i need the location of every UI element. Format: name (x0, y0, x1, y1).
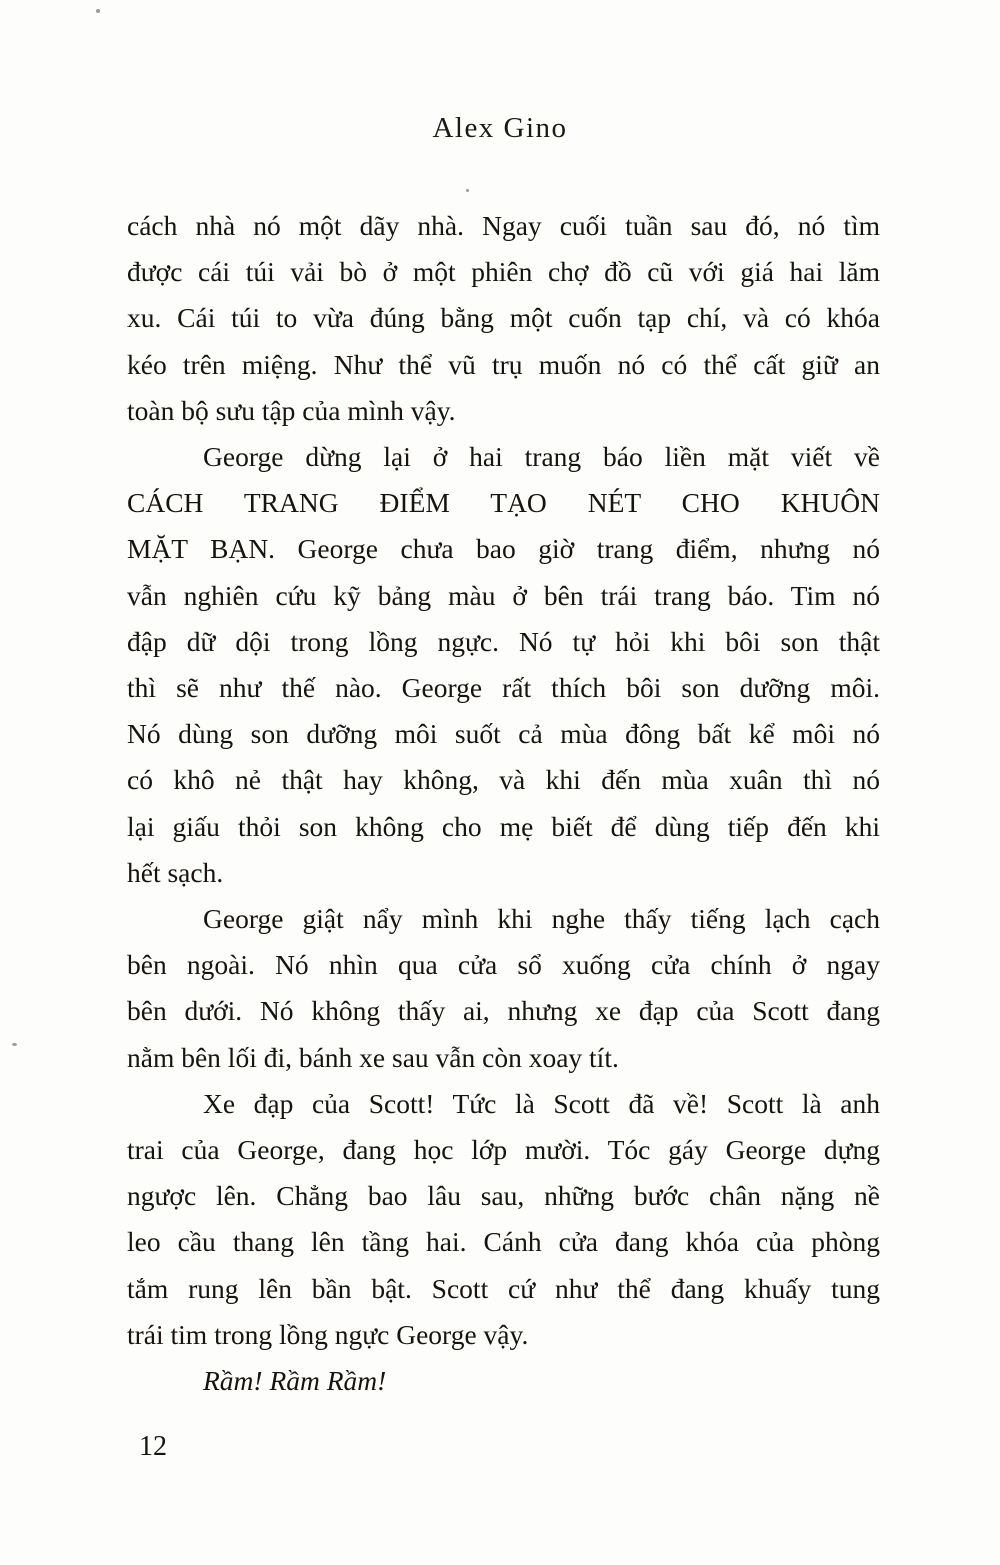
text-line: cách nhà nó một dãy nhà. Ngay cuối tuần sau đó, nó tìm (127, 210, 880, 241)
scan-speck (466, 189, 469, 192)
text-line: được cái túi vải bò ở một phiên chợ đồ cũ với giá hai lăm (127, 256, 880, 288)
paragraph (127, 896, 880, 1081)
text-line: có khô nẻ thật hay không, và khi đến mùa xuân thì nó (127, 764, 880, 796)
text-line: trai của George, đang học lớp mười. Tóc gáy George dựng (127, 1134, 880, 1166)
text-line: ngược lên. Chẳng bao lâu sau, những bước chân nặng nề (127, 1180, 880, 1212)
text-line: CÁCH TRANG ĐIỂM TẠO NÉT CHO KHUÔN (127, 487, 880, 519)
running-head-author: Alex Gino (432, 112, 568, 144)
body-text (127, 203, 880, 1404)
text-line: đập dữ dội trong lồng ngực. Nó tự hỏi khi bôi son thật (127, 625, 880, 657)
text-line: nằm bên lối đi, bánh xe sau vẫn còn xoay tít. (127, 1041, 619, 1073)
text-line: George dừng lại ở hai trang báo liền mặt viết về (203, 441, 880, 473)
paragraph (127, 1358, 880, 1404)
text-line: leo cầu thang lên tầng hai. Cánh cửa đang khóa của phòng (127, 1226, 880, 1258)
text-line: Nó dùng son dưỡng môi suốt cả mùa đông bất kể môi nó (127, 718, 880, 750)
page-number: 12 (139, 1431, 167, 1462)
scan-speck (12, 1043, 17, 1046)
text-line: Xe đạp của Scott! Tức là Scott đã về! Scott là anh (203, 1087, 880, 1119)
scan-speck (96, 9, 100, 13)
paragraph (127, 434, 880, 896)
text-line: MẶT BẠN. George chưa bao giờ trang điểm, nhưng nó (127, 533, 880, 565)
text-line: kéo trên miệng. Như thể vũ trụ muốn nó có thể cất giữ an (127, 348, 880, 380)
text-line: George giật nẩy mình khi nghe thấy tiếng lạch cạch (203, 903, 880, 935)
text-line: vẫn nghiên cứu kỹ bảng màu ở bên trái trang báo. Tim nó (127, 579, 880, 611)
text-line: toàn bộ sưu tập của mình vậy. (127, 394, 456, 426)
text-line: lại giấu thỏi son không cho mẹ biết để dùng tiếp đến khi (127, 810, 880, 842)
text-line: Rầm! Rầm Rầm! (203, 1365, 387, 1397)
text-line: thì sẽ như thế nào. George rất thích bôi son dưỡng môi. (127, 672, 880, 704)
text-line: tắm rung lên bần bật. Scott cứ như thể đang khuấy tung (127, 1272, 880, 1304)
text-line: bên ngoài. Nó nhìn qua cửa sổ xuống cửa chính ở ngay (127, 949, 880, 981)
paragraph (127, 203, 880, 434)
paragraph (127, 1081, 880, 1358)
text-line: xu. Cái túi to vừa đúng bằng một cuốn tạp chí, và có khóa (127, 302, 880, 334)
text-line: bên dưới. Nó không thấy ai, nhưng xe đạp của Scott đang (127, 995, 880, 1027)
text-line: hết sạch. (127, 856, 224, 888)
text-line: trái tim trong lồng ngực George vậy. (127, 1318, 529, 1350)
